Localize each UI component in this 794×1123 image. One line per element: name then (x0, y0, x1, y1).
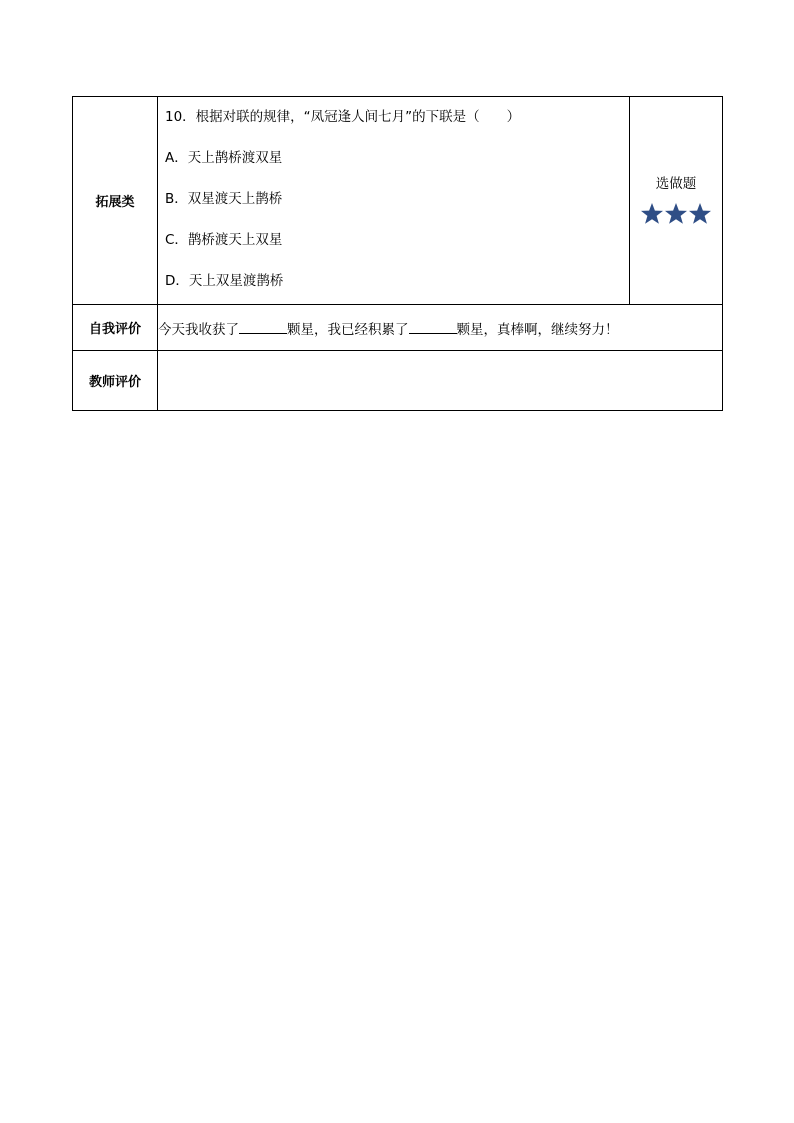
star-icon (640, 202, 664, 225)
self-eval-content (158, 305, 723, 351)
extension-question-cell (158, 97, 630, 305)
teacher-eval-category-cell (73, 351, 158, 411)
difficulty-cell (630, 97, 723, 305)
star-icon (664, 202, 688, 225)
extension-category-label: 拓展类 (95, 195, 135, 210)
stars-earned-blank[interactable] (239, 319, 287, 334)
extension-category-cell (73, 97, 158, 305)
self-eval-text-2: 颗星，我已经积累了 (287, 321, 409, 338)
option-b: B．双星渡天上鹊桥 (165, 191, 283, 207)
teacher-eval-category-label: 教师评价 (88, 375, 141, 390)
option-c: C．鹊桥渡天上双星 (165, 232, 283, 248)
star-rating (630, 202, 722, 225)
self-eval-text-3: 颗星，真棒啊，继续努力！ (456, 321, 619, 338)
self-eval-category-cell (73, 305, 158, 351)
option-d: D．天上双星渡鹊桥 (165, 273, 284, 289)
self-eval-category-label: 自我评价 (88, 322, 141, 337)
evaluation-table (72, 96, 723, 411)
star-icon (688, 202, 712, 225)
difficulty-label: 选做题 (655, 176, 697, 192)
self-eval-row (73, 305, 723, 351)
extension-row (73, 97, 723, 305)
stars-total-blank[interactable] (409, 319, 457, 334)
self-eval-text-1: 今天我收获了 (158, 321, 239, 338)
question-text: 10．根据对联的规律，“凤冠逢人间七月”的下联是（ ） (165, 109, 521, 125)
option-a: A．天上鹊桥渡双星 (165, 150, 283, 166)
teacher-eval-content[interactable] (158, 351, 723, 411)
teacher-eval-row (73, 351, 723, 411)
